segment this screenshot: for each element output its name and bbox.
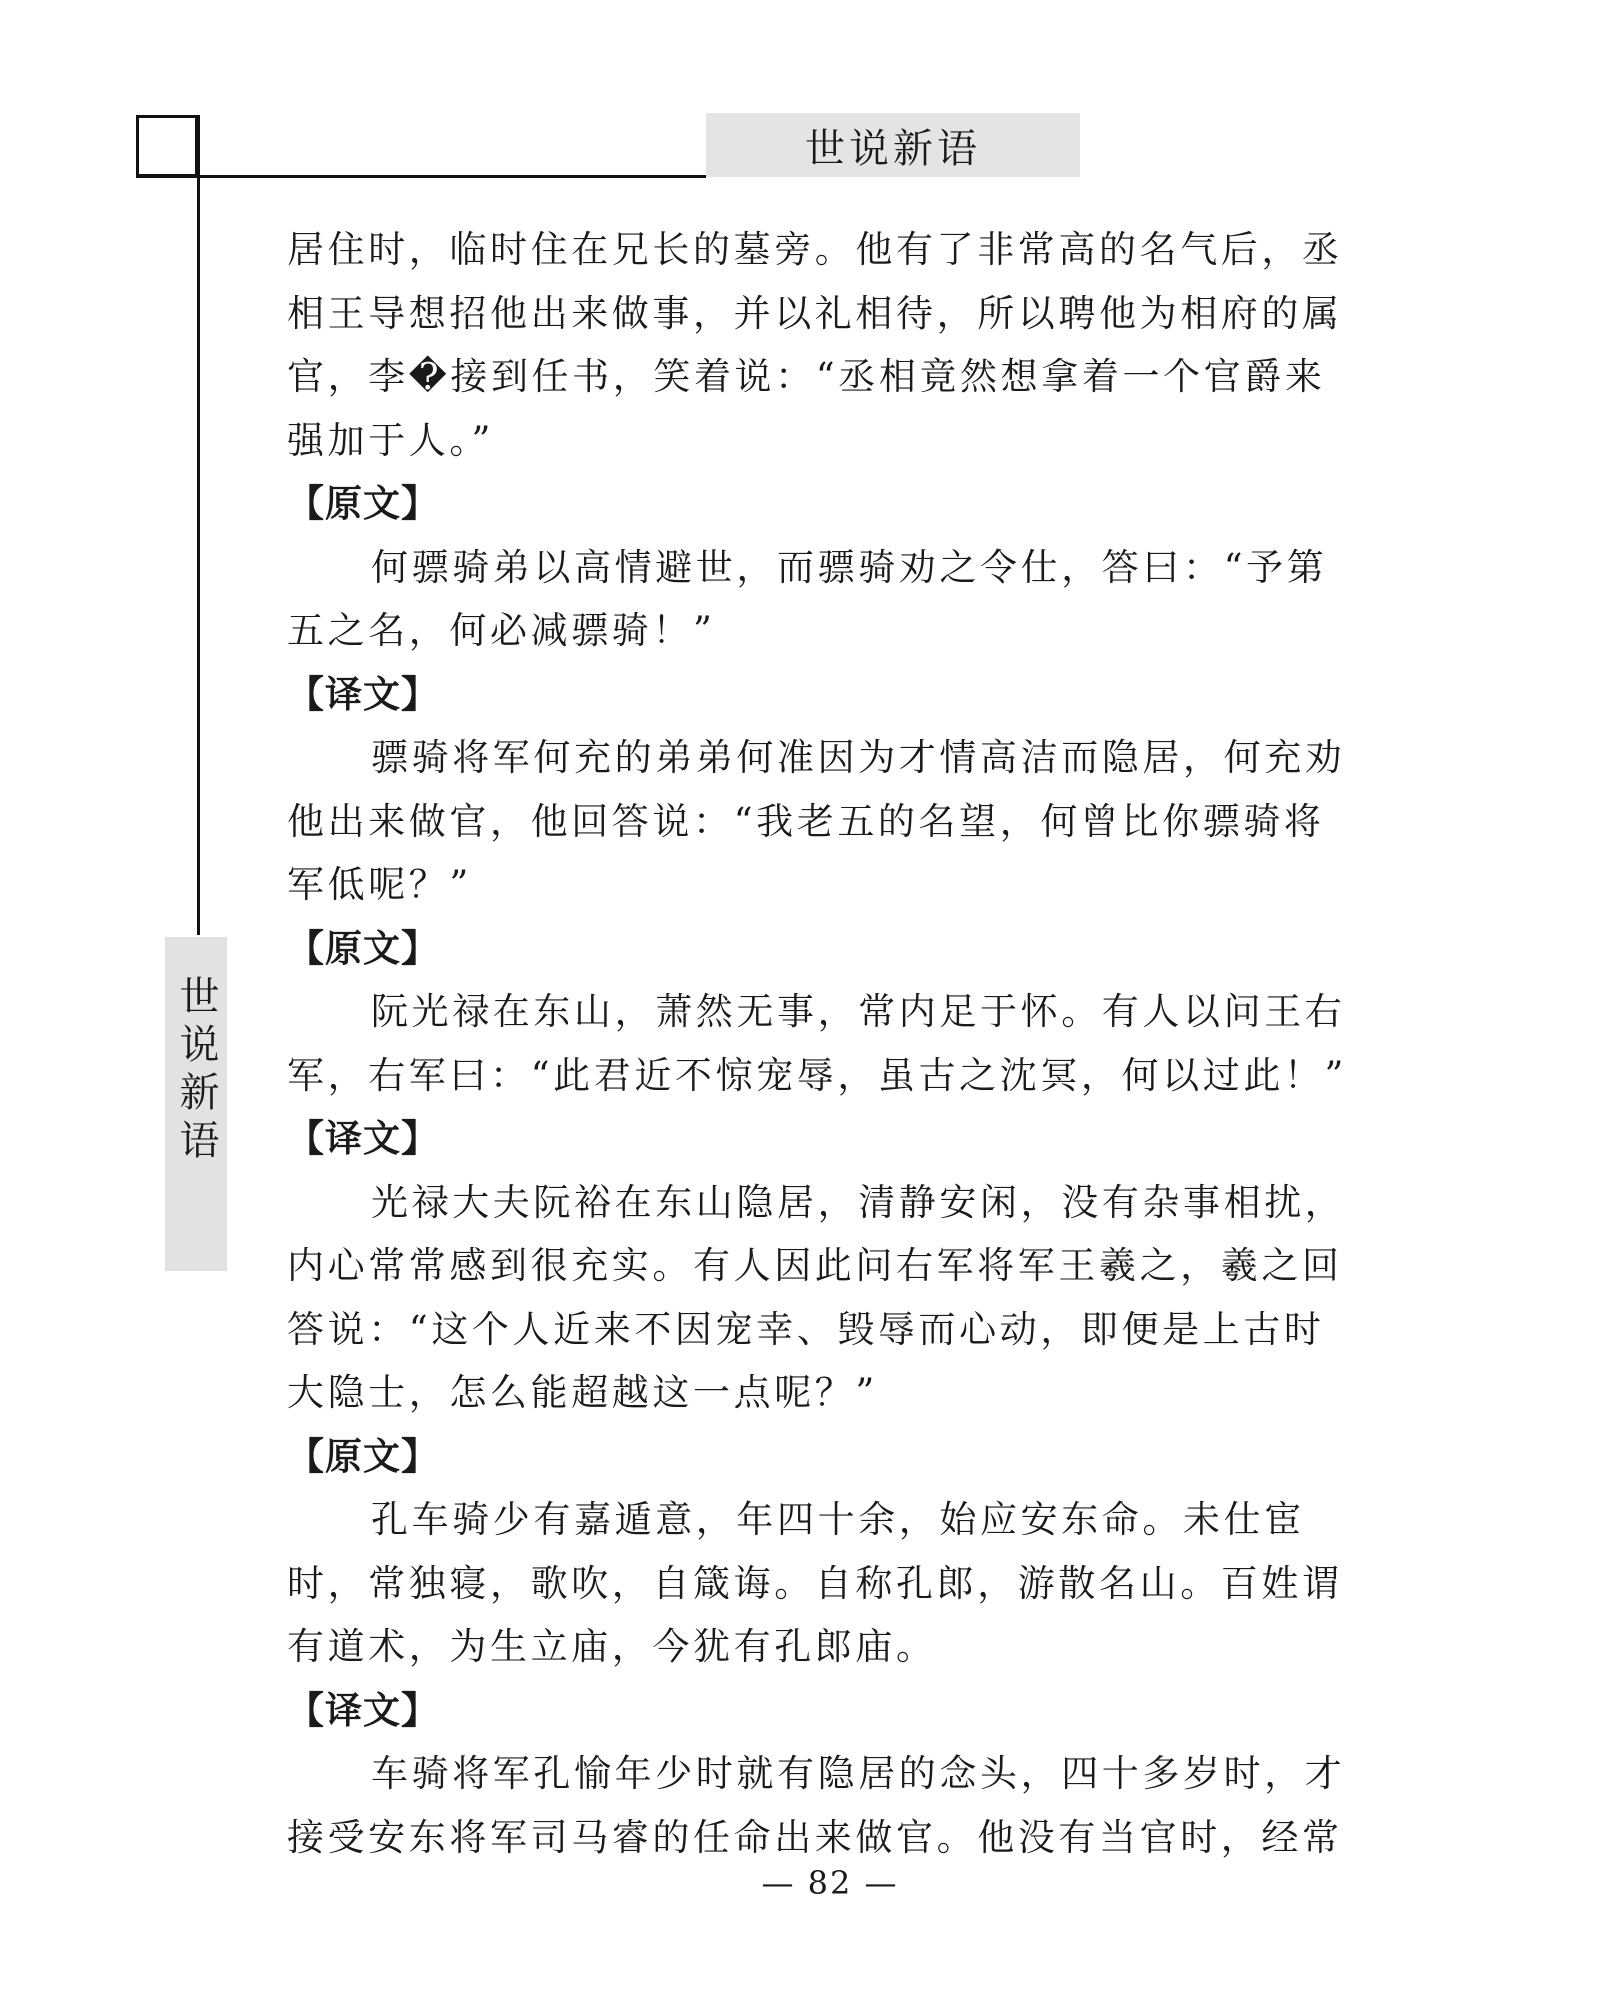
text-line: 有道术，为生立庙，今犹有孔郎庙。	[287, 1625, 937, 1668]
text-line: 他出来做官，他回答说：“我老五的名望，何曾比你骠骑将	[287, 799, 1325, 843]
text-line: 光禄大夫阮裕在东山隐居，清静安闲，没有杂事相扰，	[371, 1180, 1346, 1224]
text-line: 接受安东将军司马睿的任命出来做官。他没有当官时，经常	[287, 1815, 1343, 1859]
text-line: 内心常常感到很充实。有人因此问右军将军王羲之，羲之回	[287, 1244, 1343, 1287]
text-line: 车骑将军孔愉年少时就有隐居的念头，四十多岁时，才	[371, 1752, 1346, 1795]
text-line: 阮光禄在东山，萧然无事，常内足于怀。有人以问王右	[371, 990, 1346, 1033]
margin-rule	[197, 115, 200, 935]
text-line: 军，右军曰：“此君近不惊宠辱，虽古之沈冥，何以过此！”	[287, 1053, 1348, 1097]
header-rule	[136, 175, 706, 178]
section-label: 【译文】	[287, 1117, 439, 1160]
text-line: 强加于人。”	[287, 418, 495, 462]
page-body	[287, 218, 1379, 1869]
text-line: 相王导想招他出来做事，并以礼相待，所以聘他为相府的属	[287, 291, 1343, 335]
page-number: — 82 —	[761, 1864, 899, 1902]
section-label: 【译文】	[287, 672, 439, 716]
text-line: 居住时，临时住在兄长的墓旁。他有了非常高的名气后，丞	[287, 228, 1343, 271]
section-label: 【原文】	[287, 482, 439, 525]
text-line: 五之名，何必减骠骑！”	[287, 609, 716, 652]
text-line: 官，李�接到任书，笑着说：“丞相竟然想拿着一个官爵来	[287, 355, 1326, 398]
book-title: 世说新语	[805, 125, 981, 172]
text-line: 军低呢？”	[287, 863, 472, 906]
corner-box-decoration	[136, 115, 198, 177]
text-line: 何骠骑弟以高情避世，而骠骑劝之令仕，答曰：“予第	[371, 545, 1328, 589]
side-tab	[165, 937, 227, 1271]
text-line: 时，常独寝，歌吹，自箴诲。自称孔郎，游散名山。百姓谓	[287, 1561, 1343, 1605]
side-tab-label: 世说新语	[173, 975, 219, 1167]
section-label: 【原文】	[287, 1434, 439, 1478]
text-line: 孔车骑少有嘉遁意，年四十余，始应安东命。未仕宦	[371, 1498, 1305, 1541]
text-line: 答说：“这个人近来不因宠幸、毁辱而心动，即便是上古时	[287, 1307, 1325, 1351]
section-label: 【译文】	[287, 1688, 439, 1732]
running-header	[706, 113, 1080, 177]
section-label: 【原文】	[287, 926, 439, 970]
text-line: 骠骑将军何充的弟弟何准因为才情高洁而隐居，何充劝	[371, 736, 1346, 779]
text-line: 大隐士，怎么能超越这一点呢？”	[287, 1371, 878, 1414]
